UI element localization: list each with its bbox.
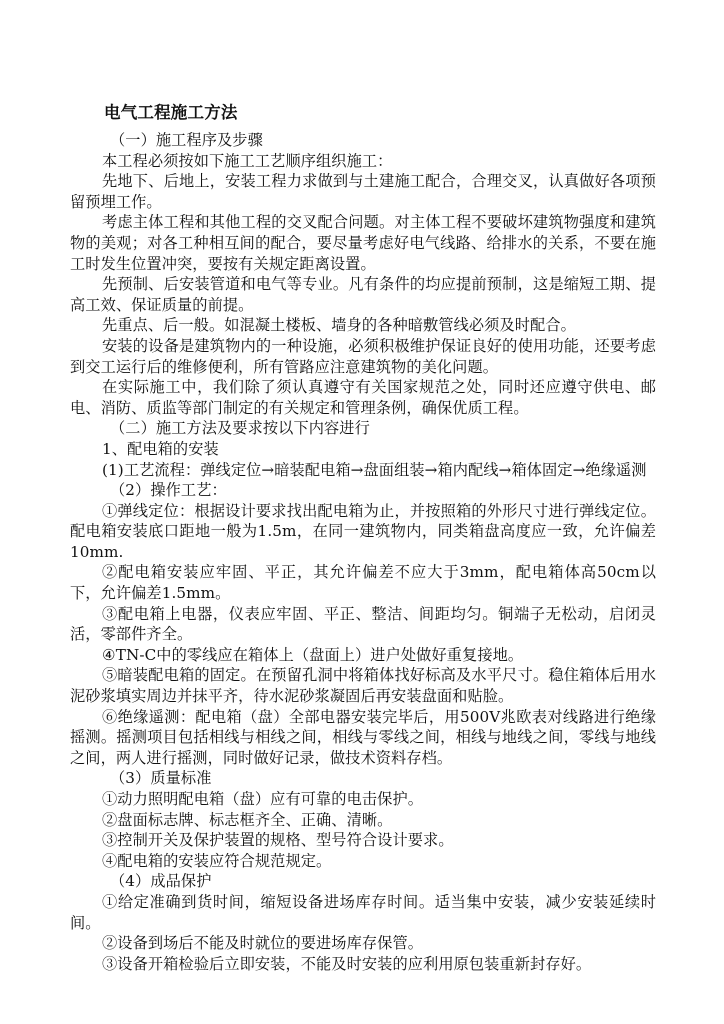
- paragraph-process-flow: (1)工艺流程：弹线定位→暗装配电箱→盘面组装→箱内配线→箱体固定→绝缘遥测: [102, 460, 647, 479]
- paragraph-step-2: ②配电箱安装应牢固、平正，其允许偏差不应大于3mm，配电箱体高50cm以下，允许偏差1.5mm。: [70, 563, 656, 603]
- paragraph-distribution-box: 1、配电箱的安装: [102, 439, 219, 458]
- subheading-quality: （3）质量标准: [110, 769, 212, 788]
- paragraph-step-3: ③配电箱上电器，仪表应牢固、平正、整洁、间距均匀。铜端子无松动，启闭灵活，零部件齐全。: [70, 604, 656, 644]
- paragraph-protection-3: ③设备开箱检验后立即安装，不能及时安装的应利用原包装重新封存好。: [102, 954, 592, 973]
- paragraph-quality-2: ②盘面标志牌、标志框齐全、正确、清晰。: [102, 810, 393, 829]
- paragraph-step-4: ④TN-C中的零线应在箱体上（盘面上）进户处做好重复接地。: [102, 645, 524, 664]
- section-heading-procedure: （一）施工程序及步骤: [110, 131, 263, 149]
- paragraph-quality-4: ④配电箱的安装应符合规范规定。: [102, 851, 332, 870]
- document-title: 电气工程施工方法: [104, 103, 238, 122]
- paragraph-protection-1: ①给定准确到货时间，缩短设备进场库存时间。适当集中安装，减少安装延续时间。: [70, 892, 656, 932]
- document-page: [70, 100, 656, 974]
- section-heading-methods: （二）施工方法及要求按以下内容进行: [110, 419, 370, 438]
- paragraph-quality-1: ①动力照明配电箱（盘）应有可靠的电击保护。: [102, 790, 424, 808]
- paragraph-intro: 本工程必须按如下施工工艺顺序组织施工：: [102, 151, 393, 170]
- paragraph-regulations: 在实际施工中，我们除了须认真遵守有关国家规范之处，同时还应遵守供电、邮电、消防、质监等部门制定的有关规定和管理条例，确保优质工程。: [70, 378, 656, 417]
- paragraph-step-1: ①弹线定位：根据设计要求找出配电箱为止，并按照箱的外形尺寸进行弹线定位。配电箱安装底口距地一般为1.5m，在同一建筑物内，同类箱盘高度应一致，允许偏差10mm.: [70, 501, 656, 561]
- paragraph-prefabrication: 先预制、后安装管道和电气等专业。凡有条件的均应提前预制，这是缩短工期、提高工效、保证质量的前提。: [70, 275, 656, 314]
- paragraph-step-5: ⑤暗装配电箱的固定。在预留孔洞中将箱体找好标高及水平尺寸。稳住箱体后用水泥砂浆填实周边并抹平齐，待水泥砂浆凝固后再安装盘面和贴脸。: [70, 666, 656, 706]
- paragraph-quality-3: ③控制开关及保护装置的规格、型号符合设计要求。: [102, 831, 454, 850]
- paragraph-cross-coordination: 考虑主体工程和其他工程的交叉配合问题。对主体工程不要破坏建筑物强度和建筑物的美观；对各工种相互间的配合，要尽量考虑好电气线路、给排水的关系，不要在施工时发生位置冲突，要按有关规定距离设置。: [70, 213, 656, 273]
- paragraph-step-6: ⑥绝缘遥测：配电箱（盘）全部电器安装完毕后，用500V兆欧表对线路进行绝缘摇测。摇测项目包括相线与相线之间，相线与零线之间，相线与地线之间，零线与地线之间，两人进行摇测，同时做好记录，做技术资料存档。: [70, 707, 656, 767]
- subheading-protection: （4）成品保护: [110, 872, 212, 891]
- paragraph-underground-first: 先地下、后地上，安装工程力求做到与土建施工配合，合理交叉，认真做好各项预留预埋工作。: [70, 172, 656, 211]
- paragraph-equipment-function: 安装的设备是建筑物内的一种设施，必须积极维护保证良好的使用功能，还要考虑到交工运行后的维修便利，所有管路应注意建筑物的美化问题。: [70, 336, 656, 376]
- paragraph-priority: 先重点、后一般。如混凝土楼板、墙身的各种暗敷管线必须及时配合。: [102, 316, 576, 335]
- subheading-operation: （2）操作工艺：: [110, 481, 227, 500]
- paragraph-protection-2: ②设备到场后不能及时就位的要进场库存保管。: [102, 934, 424, 953]
